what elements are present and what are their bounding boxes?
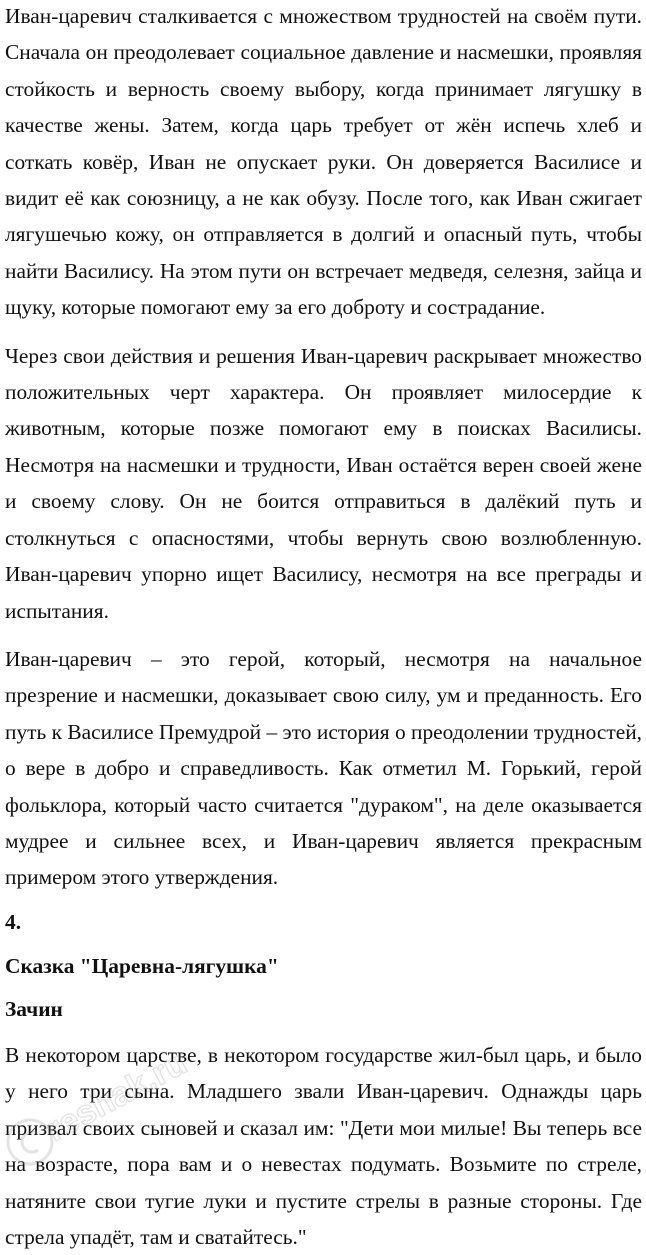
section-subtitle: Зачин xyxy=(5,996,63,1021)
paragraph-ivan-traits: Через свои действия и решения Иван-царевич раскрывает множество положительных черт характера. Он проявляет милосердие к животным, которые позже помогают ему в поисках Василисы. Несмотря на насмешки и трудности, Иван остаётся верен своей жене и своему слову. Он не боится отправиться в далёкий путь и столкнуться с опасностями, чтобы вернуть свою возлюбленную. Иван-царевич упорно ищет Василису, несмотря на все преграды и испытания. xyxy=(5,343,642,623)
paragraph-ivan-difficulties: Иван-царевич сталкивается с множеством трудностей на своём пути. Сначала он преодолевает социальное давление и насмешки, проявляя стойкость и верность своему выбору, когда принимает лягушку в качестве жены. Затем, когда царь требует от жён испечь хлеб и соткать ковёр, Иван не опускает руки. Он доверяется Василисе и видит её как союзницу, а не как обузу. После того, как Иван сжигает лягушечью кожу, он отправляется в долгий и опасный путь, чтобы найти Василису. На этом пути он встречает медведя, селезня, зайца и щуку, которые помогают ему за его доброту и сострадание. xyxy=(5,4,642,320)
paragraph-ivan-hero-conclusion: Иван-царевич – это герой, который, несмотря на начальное презрение и насмешки, доказывает свою силу, ум и преданность. Его путь к Василисе Премудрой – это история о преодолении трудностей, о вере в добро и справедливость. Как отметил М. Горький, герой фольклора, который часто считается "дураком", на деле оказывается мудрее и сильнее всех, и Иван-царевич является прекрасным примером этого утверждения. xyxy=(5,646,642,890)
document-page xyxy=(5,0,642,1255)
section-title: Сказка "Царевна-лягушка" xyxy=(5,954,279,979)
section-number: 4. xyxy=(5,909,22,934)
watermark-text: reshak.ru xyxy=(39,1043,193,1150)
paragraph-zachin: В некотором царстве, в некотором государстве жил-был царь, и было у него три сына. Младшего звали Иван-царевич. Однажды царь призвал своих сыновей и сказал им: "Дети мои милые! Вы теперь все на возрасте, пора вам и о невестах подумать. Возьмите по стреле, натяните свои тугие луки и пустите стрелы в разные стороны. Где стрела упадёт, там и сватайтесь." xyxy=(5,1042,642,1249)
